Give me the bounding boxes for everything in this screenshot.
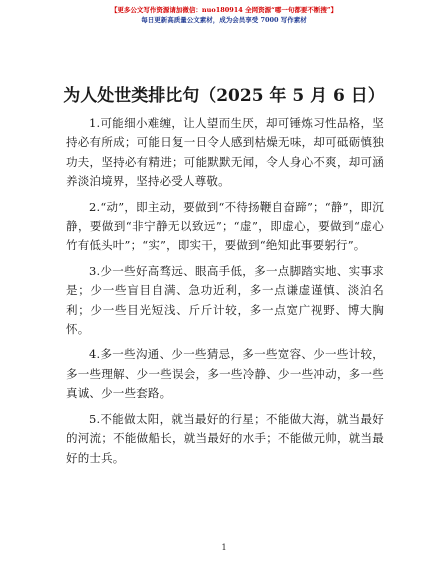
banner-member-line: 每日更新高质量公文素材，成为会员享受 7000 写作素材 [141,16,307,24]
page-number: 1 [221,543,227,552]
paragraph-2: 2.“动”，即主动，要做到“不待扬鞭自奋蹄”；“静”，即沉静，要做到“非宁静无以致远”；“虚”，即虚心，要做到“虚心竹有低头叶”；“实”，即实干，要做到“绝知此事要躬行”。 [66,199,384,253]
document-body [66,114,384,474]
banner-promo-line: 【更多公文写作资源请加微信：nuo180914 全网资源“哪一句都要不断搜”】 [110,6,338,14]
header-banner [0,5,448,25]
paragraph-4: 4.多一些沟通、少一些猜忌，多一些宽容、少一些计较，多一些理解、少一些误会，多一些冷静、少一些冲动，多一些真诚、少一些套路。 [66,347,384,401]
paragraph-3: 3.少一些好高骛远、眼高手低，多一点脚踏实地、实事求是；少一些盲目自满、急功近利，多一点谦虚谨慎、淡泊名利；少一些目光短浅、斤斤计较，多一点宽广视野、博大胸怀。 [66,263,384,337]
paragraph-5: 5.不能做太阳，就当最好的行星；不能做大海，就当最好的河流；不能做船长，就当最好的水手；不能做元帅，就当最好的士兵。 [66,411,384,465]
paragraph-1: 1.可能细小难缠，让人望而生厌，却可锤炼习性品格，坚持必有所成；可能日复一日令人感到枯燥无味，却可砥砺慎独功夫，坚持必有精进；可能默默无闻，令人身心不爽，却可涵养淡泊境界，坚持必受人尊敬。 [66,116,384,189]
page-title: 为人处世类排比句（2025 年 5 月 6 日） [63,86,385,106]
